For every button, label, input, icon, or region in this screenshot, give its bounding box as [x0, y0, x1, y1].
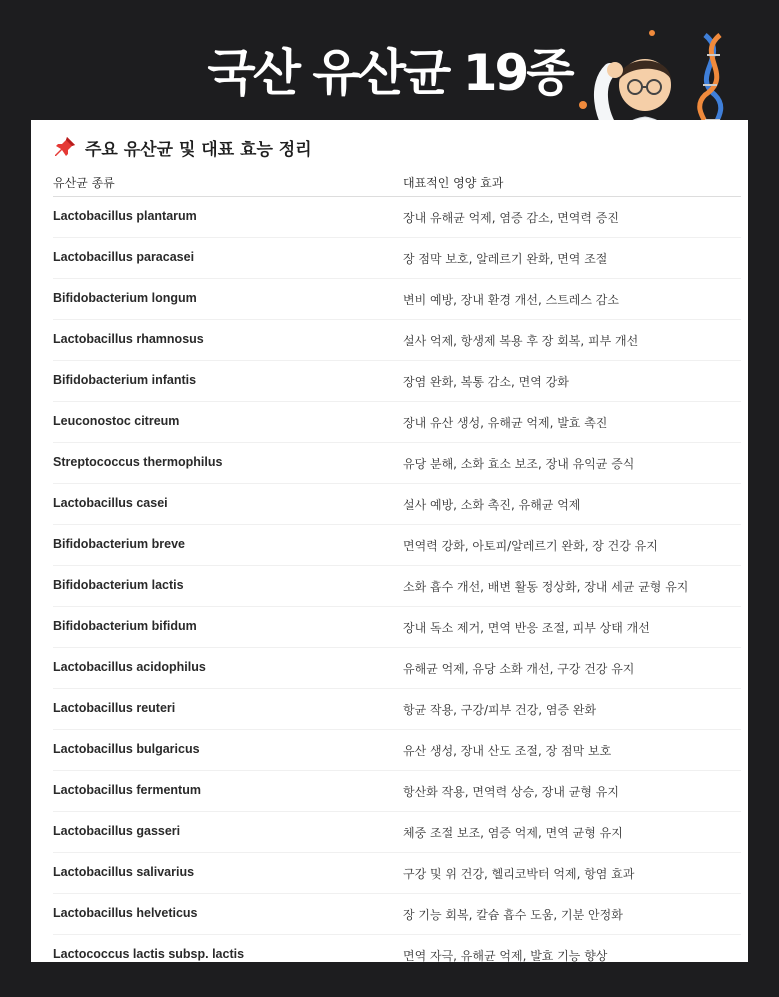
table-row	[53, 320, 741, 361]
table-row	[53, 730, 741, 771]
table-row	[53, 443, 741, 484]
strain-effect: 변비 예방, 장내 환경 개선, 스트레스 감소	[403, 293, 619, 307]
strain-name: Bifidobacterium infantis	[53, 373, 197, 387]
strain-name: Lactobacillus acidophilus	[53, 660, 206, 674]
table-row	[53, 689, 741, 730]
strain-effect: 유산 생성, 장내 산도 조절, 장 점막 보호	[403, 744, 612, 758]
strain-name: Bifidobacterium longum	[53, 291, 197, 305]
table-row	[53, 566, 741, 607]
table-row	[53, 812, 741, 853]
strain-effect: 구강 및 위 건강, 헬리코박터 억제, 항염 효과	[403, 867, 635, 881]
strain-effect: 장내 유산 생성, 유해균 억제, 발효 촉진	[403, 416, 608, 430]
strain-effect: 항산화 작용, 면역력 상승, 장내 균형 유지	[403, 785, 619, 799]
column-header-strain: 유산균 종류	[53, 176, 115, 190]
strain-effect: 항균 작용, 구강/피부 건강, 염증 완화	[403, 703, 597, 717]
table-row	[53, 361, 741, 402]
card-title-text: 주요 유산균 및 대표 효능 정리	[85, 139, 312, 160]
table-row	[53, 894, 741, 935]
column-header-effect: 대표적인 영양 효과	[403, 176, 504, 190]
table-row	[53, 525, 741, 566]
table-row	[53, 853, 741, 894]
strain-effect: 장 점막 보호, 알레르기 완화, 면역 조절	[403, 252, 608, 266]
strain-name: Lactobacillus reuteri	[53, 701, 176, 715]
strain-name: Lactobacillus fermentum	[53, 783, 201, 797]
table-row	[53, 935, 741, 975]
strain-effect: 장 기능 회복, 칼슘 흡수 도움, 기분 안정화	[403, 908, 623, 922]
strain-name: Lactobacillus casei	[53, 496, 168, 510]
strain-effect: 설사 예방, 소화 촉진, 유해균 억제	[403, 498, 581, 512]
table-body	[53, 197, 741, 975]
table-row	[53, 484, 741, 525]
strain-name: Lactococcus lactis subsp. lactis	[53, 947, 245, 961]
strain-name: Lactobacillus gasseri	[53, 824, 181, 838]
strain-name: Streptococcus thermophilus	[53, 455, 223, 469]
strain-effect: 면역 자극, 유해균 억제, 발효 기능 향상	[403, 949, 608, 963]
strain-table-card	[31, 120, 748, 962]
strain-name: Bifidobacterium breve	[53, 537, 185, 551]
table-row	[53, 607, 741, 648]
pushpin-icon	[53, 135, 77, 159]
table-row	[53, 238, 741, 279]
strain-name: Lactobacillus helveticus	[53, 906, 198, 920]
strain-effect: 장내 독소 제거, 면역 반응 조절, 피부 상태 개선	[403, 621, 650, 635]
strain-effect: 장염 완화, 복통 감소, 면역 강화	[403, 375, 569, 389]
strain-name: Bifidobacterium bifidum	[53, 619, 197, 633]
strain-effect: 유해균 억제, 유당 소화 개선, 구강 건강 유지	[403, 662, 635, 676]
strain-name: Bifidobacterium lactis	[53, 578, 184, 592]
table-row	[53, 648, 741, 689]
strain-name: Lactobacillus salivarius	[53, 865, 195, 879]
strain-effect: 장내 유해균 억제, 염증 감소, 면역력 증진	[403, 211, 619, 225]
table-row	[53, 279, 741, 320]
strain-effect: 소화 흡수 개선, 배변 활동 정상화, 장내 세균 균형 유지	[403, 580, 689, 594]
table-row	[53, 402, 741, 443]
table-row	[53, 197, 741, 238]
page-headline: 국산 유산균 19종	[207, 44, 572, 102]
table-header	[53, 170, 741, 197]
strain-effect: 설사 억제, 항생제 복용 후 장 회복, 피부 개선	[403, 334, 639, 348]
card-title	[53, 132, 312, 162]
strain-name: Lactobacillus paracasei	[53, 250, 195, 264]
strain-name: Lactobacillus plantarum	[53, 209, 197, 223]
strain-effect: 면역력 강화, 아토피/알레르기 완화, 장 건강 유지	[403, 539, 658, 553]
strain-name: Leuconostoc citreum	[53, 414, 180, 428]
strain-name: Lactobacillus bulgaricus	[53, 742, 200, 756]
strain-effect: 체중 조절 보조, 염증 억제, 면역 균형 유지	[403, 826, 623, 840]
table-row	[53, 771, 741, 812]
strain-effect: 유당 분해, 소화 효소 보조, 장내 유익균 증식	[403, 457, 635, 471]
strain-name: Lactobacillus rhamnosus	[53, 332, 204, 346]
